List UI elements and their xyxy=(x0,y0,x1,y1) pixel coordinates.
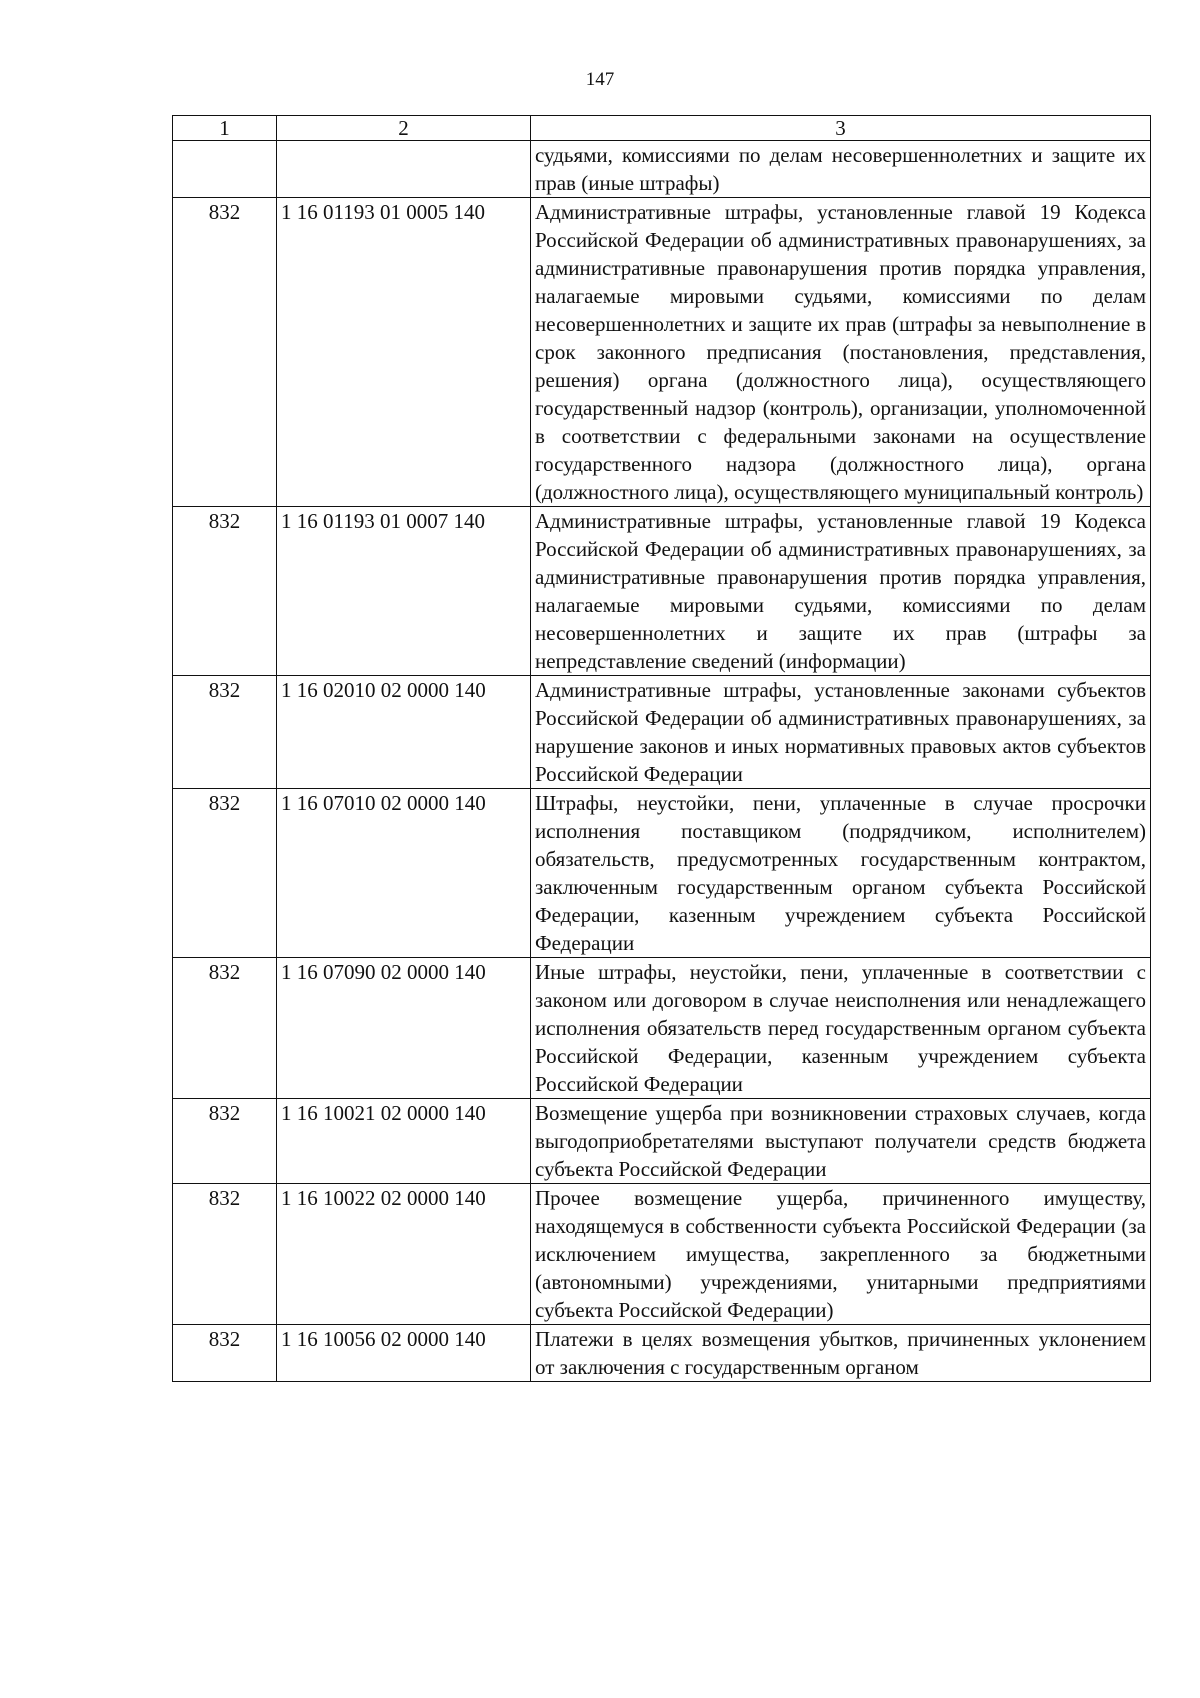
admin-code-cell: 832 xyxy=(173,789,277,958)
revenue-codes-table xyxy=(172,115,1151,1382)
table-row xyxy=(173,1184,1151,1325)
admin-code-cell: 832 xyxy=(173,198,277,507)
description-cell: Платежи в целях возмещения убытков, причиненных уклонением от заключения с государственным органом xyxy=(531,1325,1151,1382)
page-number: 147 xyxy=(585,69,615,90)
description-cell: Возмещение ущерба при возникновении страховых случаев, когда выгодоприобретателями выступают получатели средств бюджета субъекта Российской Федерации xyxy=(531,1099,1151,1184)
budget-code-cell: 1 16 10056 02 0000 140 xyxy=(277,1325,531,1382)
description-cell: судьями, комиссиями по делам несовершеннолетних и защите их прав (иные штрафы) xyxy=(531,141,1151,198)
description-cell: Административные штрафы, установленные главой 19 Кодекса Российской Федерации об административных правонарушениях, за административные правонарушения против порядка управления, налагаемые мировыми судьями, комиссиями по делам несовершеннолетних и защите их прав (штрафы за непредставление сведений (информации) xyxy=(531,507,1151,676)
budget-code-cell xyxy=(277,141,531,198)
table-row xyxy=(173,789,1151,958)
table-row xyxy=(173,1099,1151,1184)
header-row xyxy=(173,116,1151,141)
admin-code-cell xyxy=(173,141,277,198)
budget-code-cell: 1 16 10022 02 0000 140 xyxy=(277,1184,531,1325)
table-row xyxy=(173,1325,1151,1382)
table-row xyxy=(173,507,1151,676)
budget-code-cell: 1 16 01193 01 0007 140 xyxy=(277,507,531,676)
budget-code-cell: 1 16 10021 02 0000 140 xyxy=(277,1099,531,1184)
description-cell: Штрафы, неустойки, пени, уплаченные в случае просрочки исполнения поставщиком (подрядчиком, исполнителем) обязательств, предусмотренных государственным контрактом, заключенным государственным органом субъекта Российской Федерации, казенным учреждением субъекта Российской Федерации xyxy=(531,789,1151,958)
table-row xyxy=(173,958,1151,1099)
description-cell: Административные штрафы, установленные законами субъектов Российской Федерации об административных правонарушениях, за нарушение законов и иных нормативных правовых актов субъектов Российской Федерации xyxy=(531,676,1151,789)
table-row xyxy=(173,676,1151,789)
description-cell: Прочее возмещение ущерба, причиненного имуществу, находящемуся в собственности субъекта Российской Федерации (за исключением имущества, закрепленного за бюджетными (автономными) учреждениями, унитарными предприятиями субъекта Российской Федерации) xyxy=(531,1184,1151,1325)
column-header-2: 2 xyxy=(277,116,531,141)
admin-code-cell: 832 xyxy=(173,1184,277,1325)
admin-code-cell: 832 xyxy=(173,1099,277,1184)
admin-code-cell: 832 xyxy=(173,958,277,1099)
budget-code-cell: 1 16 01193 01 0005 140 xyxy=(277,198,531,507)
description-cell: Иные штрафы, неустойки, пени, уплаченные в соответствии с законом или договором в случае неисполнения или ненадлежащего исполнения обязательств перед государственным органом субъекта Российской Федерации, казенным учреждением субъекта Российской Федерации xyxy=(531,958,1151,1099)
table-row xyxy=(173,141,1151,198)
budget-code-cell: 1 16 02010 02 0000 140 xyxy=(277,676,531,789)
table-row xyxy=(173,198,1151,507)
column-header-3: 3 xyxy=(531,116,1151,141)
admin-code-cell: 832 xyxy=(173,676,277,789)
admin-code-cell: 832 xyxy=(173,1325,277,1382)
column-header-1: 1 xyxy=(173,116,277,141)
admin-code-cell: 832 xyxy=(173,507,277,676)
description-cell: Административные штрафы, установленные главой 19 Кодекса Российской Федерации об административных правонарушениях, за административные правонарушения против порядка управления, налагаемые мировыми судьями, комиссиями по делам несовершеннолетних и защите их прав (штрафы за невыполнение в срок законного предписания (постановления, представления, решения) органа (должностного лица), осуществляющего государственный надзор (контроль), организации, уполномоченной в соответствии с федеральными законами на осуществление государственного надзора (должностного лица), органа (должностного лица), осуществляющего муниципальный контроль) xyxy=(531,198,1151,507)
budget-code-cell: 1 16 07090 02 0000 140 xyxy=(277,958,531,1099)
budget-code-cell: 1 16 07010 02 0000 140 xyxy=(277,789,531,958)
